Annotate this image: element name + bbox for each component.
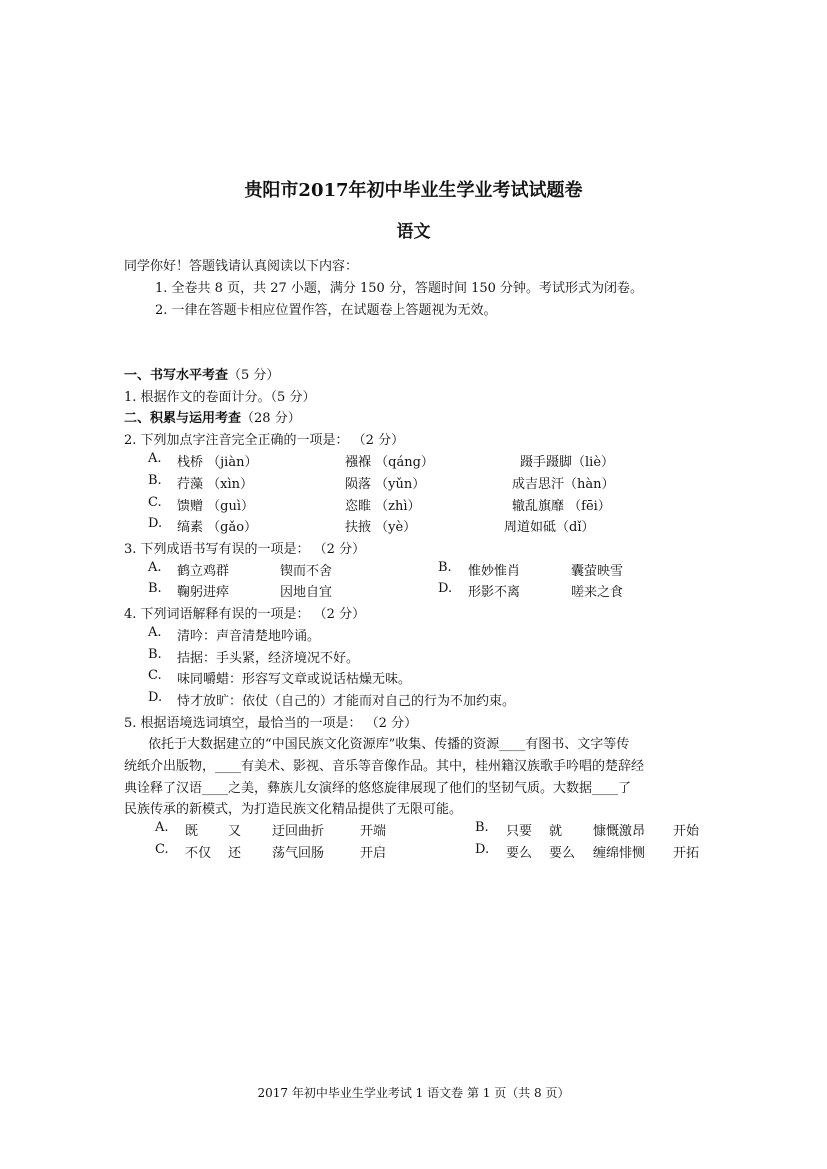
section2-heading: 二、积累与运用考查 <box>124 411 242 426</box>
subject-title: 语文 <box>396 222 431 242</box>
option-word: 开始 <box>673 824 700 839</box>
option-item: 陨落 （yǔn） <box>345 477 426 492</box>
option-item: 馈赠 （guì） <box>177 499 254 514</box>
question-2-stem: 2. 下列加点字注音完全正确的一项是： （2 分） <box>124 433 405 448</box>
question-4-stem: 4. 下列词语解释有误的一项是： （2 分） <box>124 607 366 622</box>
option-letter: A. <box>148 451 162 466</box>
option-letter: B. <box>148 473 162 488</box>
option-letter: D. <box>438 581 453 596</box>
option-item: 囊萤映雪 <box>571 564 624 579</box>
option-letter: B. <box>475 820 489 835</box>
option-item: 缟素 （gǎo） <box>177 520 258 535</box>
option-item: 清吟：声音清楚地吟诵。 <box>177 629 321 644</box>
question-3-stem: 3. 下列成语书写有误的一项是： （2 分） <box>124 542 366 557</box>
option-item: 嗟来之食 <box>571 585 624 600</box>
option-letter: D. <box>148 690 163 705</box>
question-5-stem: 5. 根据语境选词填空，最恰当的一项是： （2 分） <box>124 716 418 731</box>
option-item: 荇藻 （xìn） <box>177 477 253 492</box>
option-word: 要么 <box>506 846 533 861</box>
passage-line: 依托于大数据建立的“中国民族文化资源库”收集、传播的资源____有图书、文字等传 <box>148 737 630 752</box>
option-letter: A. <box>148 560 162 575</box>
section2-header <box>124 407 301 426</box>
option-letter: B. <box>148 647 162 662</box>
option-letter: B. <box>148 581 162 596</box>
option-item: 惟妙惟肖 <box>468 564 521 579</box>
option-word: 开端 <box>360 824 387 839</box>
option-item: 形影不离 <box>468 585 521 600</box>
option-item: 成吉思汗（hàn） <box>512 477 615 492</box>
option-word: 不仅 <box>185 846 212 861</box>
option-item: 鞠躬进瘁 <box>177 585 230 600</box>
passage-line: 民族传承的新模式，为打造民族文化精品提供了无限可能。 <box>124 802 463 817</box>
option-item: 辙乱旗靡 （fēi） <box>512 499 611 514</box>
option-word: 慷慨激昂 <box>593 824 646 839</box>
option-word: 荡气回肠 <box>272 846 325 861</box>
option-word: 开拓 <box>673 846 700 861</box>
option-letter: D. <box>475 842 490 857</box>
option-item: 味同嚼蜡：形容写文章或说话枯燥无味。 <box>177 672 412 687</box>
option-item: 恃才放旷：依仗（自己的）才能而对自己的行为不加约束。 <box>177 694 516 709</box>
option-word: 迂回曲折 <box>272 824 325 839</box>
section1-heading: 一、书写水平考查 <box>124 368 229 383</box>
page-footer: 2017 年初中毕业生学业考试 1 语文卷 第 1 页（共 8 页） <box>257 1086 570 1100</box>
option-letter: B. <box>438 560 452 575</box>
option-word: 还 <box>228 846 242 861</box>
section1-score: （5 分） <box>228 368 280 383</box>
option-letter: C. <box>148 495 162 510</box>
passage-line: 统纸介出版物，____有美术、影视、音乐等音像作品。其中，桂州籍汉族歌手吟唱的楚辞经 <box>124 759 645 774</box>
option-word: 就 <box>549 824 563 839</box>
option-word: 要么 <box>549 846 576 861</box>
option-item: 锲而不舍 <box>280 564 333 579</box>
passage-line: 典诠释了汉语____之美，彝族儿女演绎的悠悠旋律展现了他们的坚韧气质。大数据____了 <box>124 781 632 796</box>
exam-title: 贵阳市2017年初中毕业生学业考试试题卷 <box>244 180 583 201</box>
option-item: 蹑手蹑脚（liè） <box>520 455 615 470</box>
option-letter: D. <box>148 516 163 531</box>
option-letter: C. <box>155 842 169 857</box>
intro-text: 同学你好！答题钱请认真阅读以下内容： <box>124 259 359 274</box>
option-word: 缠绵悱恻 <box>593 846 646 861</box>
option-item: 周道如砥（dǐ） <box>504 520 595 535</box>
option-item: 栈桥 （jiàn） <box>177 455 258 470</box>
option-item: 鹤立鸡群 <box>177 564 230 579</box>
instruction-1: 1. 全卷共 8 页，共 27 小题，满分 150 分，答题时间 150 分钟。考试形式为闭卷。 <box>155 281 644 296</box>
section2-score: （28 分） <box>241 411 301 426</box>
section1-header <box>124 364 279 383</box>
option-letter: A. <box>155 820 169 835</box>
option-item: 拮据：手头紧，经济境况不好。 <box>177 651 360 666</box>
option-word: 又 <box>228 824 242 839</box>
option-letter: C. <box>148 668 162 683</box>
instruction-2: 2. 一律在答题卡相应位置作答，在试题卷上答题视为无效。 <box>155 303 497 318</box>
option-item: 襁褓 （qáng） <box>345 455 434 470</box>
option-word: 既 <box>185 824 199 839</box>
option-item: 扶掖 （yè） <box>345 520 417 535</box>
question-1: 1. 根据作文的卷面计分。（5 分） <box>124 390 316 405</box>
option-word: 开启 <box>360 846 387 861</box>
option-word: 只要 <box>506 824 533 839</box>
option-letter: A. <box>148 625 162 640</box>
option-item: 恣睢 （zhì） <box>345 499 421 514</box>
option-item: 因地自宜 <box>280 585 333 600</box>
